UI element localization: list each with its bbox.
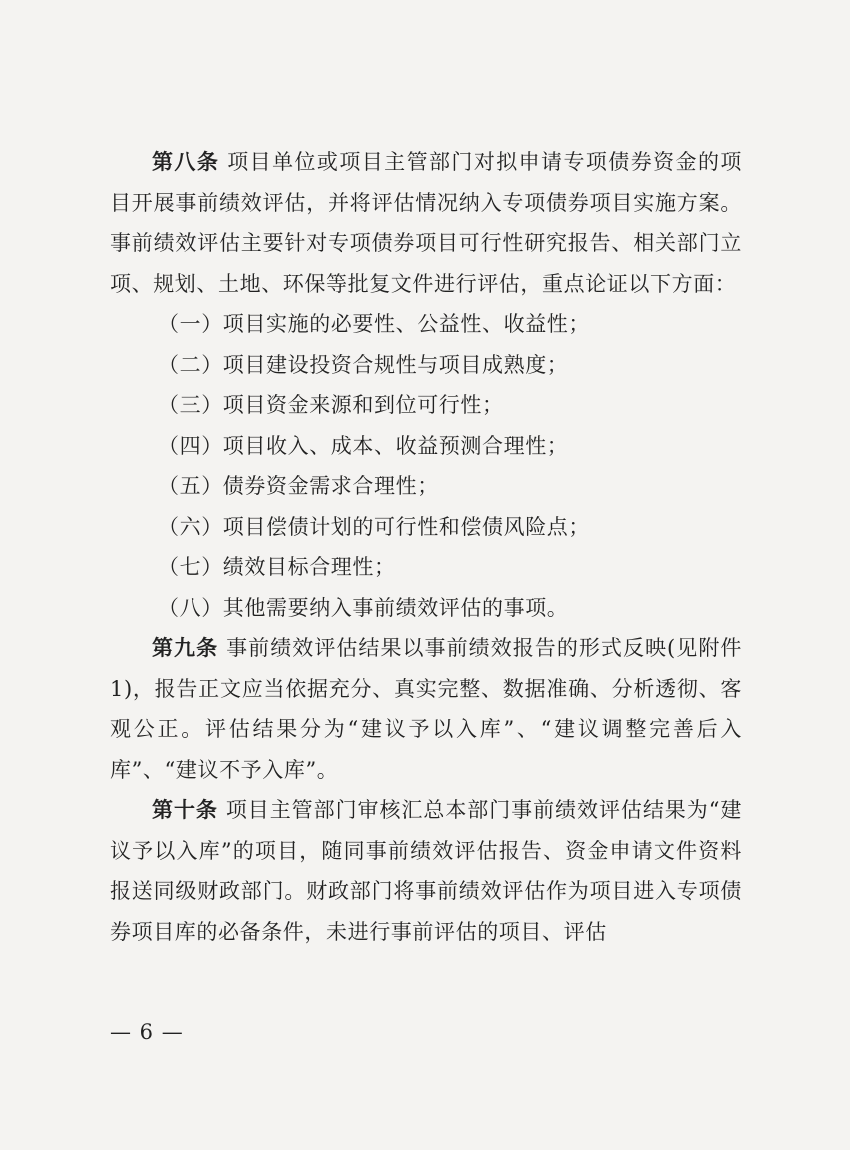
- list-item: （六）项目偿债计划的可行性和偿债风险点；: [158, 514, 590, 539]
- article-10-heading: 第十条: [152, 798, 218, 822]
- list-item: （七）绩效目标合理性；: [158, 555, 396, 579]
- page-number: — 6 —: [110, 1020, 184, 1044]
- list-item: （一）项目实施的必要性、公益性、收益性；: [158, 312, 590, 336]
- list-item: （三）项目资金来源和到位可行性；: [158, 393, 504, 417]
- list-item: （二）项目建设投资合规性与项目成熟度；: [158, 352, 569, 377]
- article-9-heading: 第九条: [152, 636, 219, 660]
- article-8-text: 项目单位或项目主管部门对拟申请专项债券资金的项目开展事前绩效评估，并将评估情况纳入专项债券项目实施方案。事前绩效评估主要针对专项债券项目可行性研究报告、相关部门立项、规划、土地、环保等批复文件进行评估，重点论证以下方面：: [110, 150, 742, 296]
- article-8-heading: 第八条: [152, 150, 220, 174]
- document-body: [110, 142, 742, 952]
- article-8: [110, 142, 742, 304]
- list-item: （五）债券资金需求合理性；: [158, 474, 439, 498]
- list-item: （八）其他需要纳入事前绩效评估的事项。: [158, 595, 569, 620]
- article-9: [110, 628, 742, 790]
- article-10-text: 项目主管部门审核汇总本部门事前绩效评估结果为“建议予以入库”的项目，随同事前绩效评估报告、资金申请文件资料报送同级财政部门。财政部门将事前绩效评估作为项目进入专项债券项目库的必备条件，未进行事前评估的项目、评估: [110, 798, 742, 944]
- article-10: [110, 790, 742, 952]
- article-9-text: 事前绩效评估结果以事前绩效报告的形式反映(见附件 1)，报告正文应当依据充分、真实完整、数据准确、分析透彻、客观公正。评估结果分为“建议予以入库”、“建议调整完善后入库”、“建议不予入库”。: [110, 636, 742, 782]
- list-item: （四）项目收入、成本、收益预测合理性；: [158, 433, 569, 458]
